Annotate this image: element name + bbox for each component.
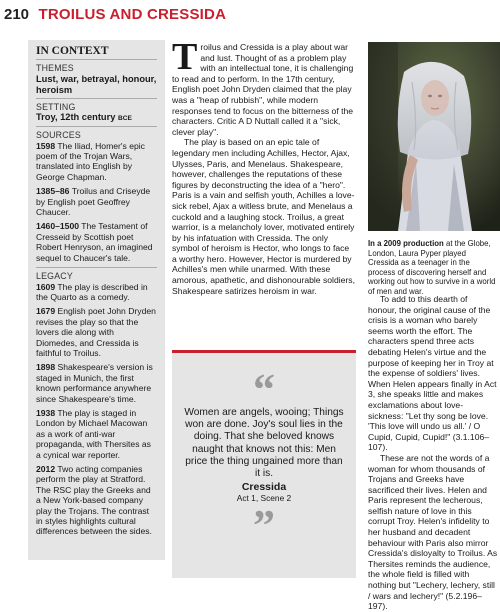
drop-cap: T (172, 36, 198, 78)
production-photo (368, 42, 500, 231)
page-header (4, 6, 494, 24)
open-quote-icon: “ (253, 365, 275, 414)
legacy-label: LEGACY (36, 271, 73, 282)
photo-caption: In a 2009 production at the Globe, London, Laura Pyper played Cressida as a teenager in the process of discovering herself and working out how to survive in a world of men and war. (368, 239, 496, 296)
sources-list (36, 141, 157, 263)
legacy-list (36, 282, 157, 537)
setting-label: SETTING (36, 101, 76, 112)
themes-label: THEMES (36, 63, 74, 74)
source-entry: 1385–86 Troilus and Criseyde by English poet Geoffrey Chaucer. (36, 186, 151, 218)
divider (36, 59, 157, 60)
legacy-entry: 1938 The play is staged in London by Michael Macowan as a work of anti-war propaganda, with Thersites as a cynical war reporter. (36, 407, 151, 460)
page-number: 210 (4, 6, 30, 23)
article-paragraph: To add to this dearth of honour, the original cause of the crisis is a woman who barely seems worth the effort. The characters spend three acts debating Helen's virtue and the purpose of keeping her in Troy at the expense of soldiers' lives. When Helen appears finally in Act 3, she speaks little and makes exclamations about love-sickness: "Let thy song be love. 'This love will undo us all.' / O Cupid, Cupid, Cupid!" (3.1.106–107). (368, 294, 497, 453)
legacy-entry: 1679 English poet John Dryden revises the play so that the lovers die along with Diomedes, and Cressida is faithful to Troilus. (36, 306, 156, 358)
divider (36, 98, 157, 99)
article-column-1 (172, 36, 356, 296)
sources-label: SOURCES (36, 130, 81, 141)
themes-value: Lust, war, betrayal, honour, heroism (36, 73, 157, 95)
article-paragraph: Troilus and Cressida is a play about war and lust. Thought of as a problem play with an intellectual tone, it is challenging to read and to perform. In the 17th century, English poet John Dryden claimed that the play was a "heap of rubbish", while modern responses tend to focus on the bitterness of the characters. Critic A D Nuttall called it a "sick, clever play". (172, 36, 354, 137)
quote-author: Cressida (241, 481, 287, 494)
article-column-2 (368, 294, 498, 612)
close-quote-icon: ” (253, 501, 275, 551)
article-paragraph: These are not the words of a woman for whom thousands of Trojans and Greeks have sacrificed their lives. Helen and Paris represent the lecherous, selfish nature of love in this corrupt Troy. Helen's infidelity to her husband and decadent behaviour with Paris also mirror Cressida's disloyalty to Troilus. As Thersites reminds the audience, the whole field is filled with nothing but "Lechery, lechery, still / wars and lechery!" (5.2.196–197). (368, 452, 498, 612)
divider (36, 126, 157, 127)
running-title: TROILUS AND CRESSIDA (38, 6, 227, 23)
legacy-entry: 1898 Shakespeare's version is staged in Munich, the first known performance anywhere since Shakespeare's time. (36, 362, 153, 404)
quote-reference: Act 1, Scene 2 (236, 493, 292, 504)
legacy-entry: 2012 Two acting companies perform the play at Stratford. The RSC play the Greeks and a New York-based company play the Trojans. The contrast in styles highlights cultural differences between the sides. (36, 464, 152, 537)
sidebar-title: IN CONTEXT (36, 45, 109, 57)
in-context-sidebar (28, 40, 165, 560)
source-entry: 1598 The Iliad, Homer's epic poem of the Trojan Wars, translated into English by George Chapman. (36, 140, 145, 182)
source-entry: 1460–1500 The Testament of Cresseid by Scottish poet Robert Henryson, an imagined sequel to Chaucer's tale. (36, 221, 153, 263)
quote-text: Women are angels, wooing; Things won are done. Joy's soul lies in the doing. That she beloved knows naught that knows not this: Men price the thing ungained more than it is. (184, 407, 344, 480)
veiled-actress-image (368, 42, 500, 231)
setting-value: Troy, 12th century BCE (36, 112, 132, 123)
pull-quote (172, 350, 356, 578)
article-paragraph: The play is based on an epic tale of legendary men including Achilles, Hector, Ajax, Ulysses, Paris, and Menelaus. Shakespeare, however, challenges the reputations of these figures by deconstructing the idea of a "hero". Paris is a vain and selfish youth, Achilles a love-sick rebel, Ajax a witless brute, and Menelaus a cuckold and a laughing stock. Troilus, a great warrior, is a melancholy lover, motivated entirely by his infatuation with Cressida. The only symbol of heroism is Hector, who longs to face a worthy hero. However, Hector is murdered by Achilles's men while unarmed. With these amorous, apathetic, and dishonourable soldiers, Shakespeare satirizes heroism in war. (172, 137, 355, 296)
legacy-entry: 1609 The play is described in the Quarto as a comedy. (36, 281, 148, 302)
divider (36, 267, 157, 268)
